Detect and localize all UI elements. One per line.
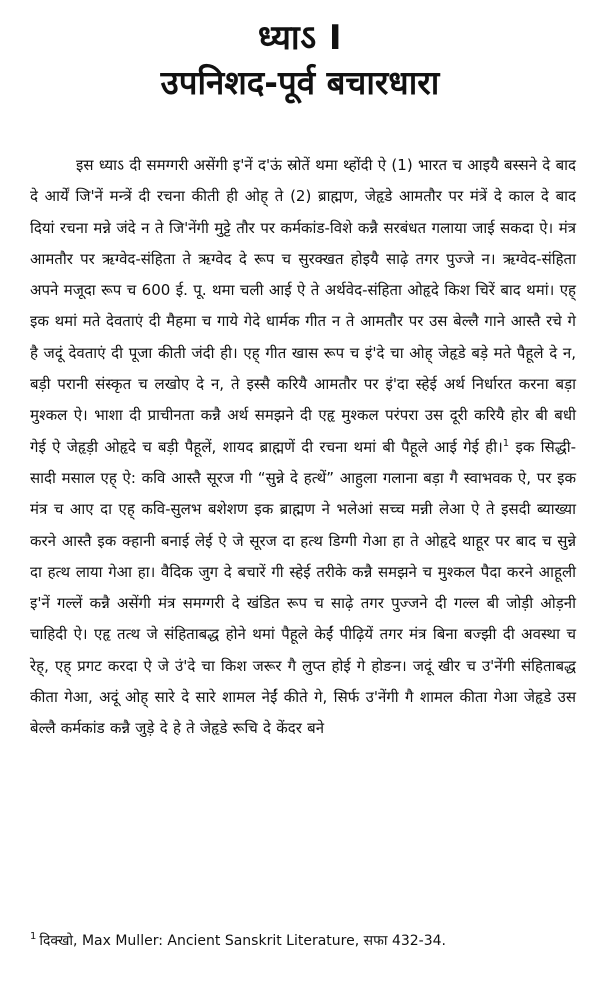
body-paragraph	[30, 150, 576, 745]
chapter-title: उपनिशद-पूर्व बचारधारा	[160, 63, 440, 102]
footnote-mark: 1	[30, 931, 37, 943]
paragraph-text-part-1: इस ध्याऽ दी समग्गरी असेंगी इ'नें द'ऊं स्रोतें थमा थ्होंदी ऐ (1) भारत च आइयै बस्सने दे बाद दे आर्यें जि'नें मन्त्रें दी रचना कीती ही ओह् ते (2) ब्राह्मण, जेहृडे आमतौर पर मंत्रें दे काल दे बाद दियां रचना मन्ने जंदे न ते जि'नेंगी मुट्टे तौर पर कर्मकांड-विशे कन्नै सरबंधत गलाया जाई सकदा ऐ। मंत्र आमतौर पर ऋग्वेद-संहिता ते ऋग्वेद दे रूप च सुरक्खत होइयै साढ़े तगर पुज्जे न। ऋग्वेद-संहिता अपने मजूदा रूप च 600 ई. पू. थमा चली आई ऐ ते अर्थवेद-संहिता ओहृदे किश चिरें बाद थमां। एह् इक थमां मते देवताएं दी मैहमा च गाये गेदे धार्मक गीत न ते आमतौर पर उस बेल्लै गाने आस्तै रचे गे है जदूं देवताएं दी पूजा कीती जंदी ही। एह् गीत खास रूप च इं'दे चा ओह् जेहृडे बड़े मते पैहूले दे न, बड़ी परानी संस्कृत च लखोए दे न, ते इस्सै करियै आमतौर पर इं'दा स्हेई अर्थ निर्धारत करना बड़ा मुश्कल ऐ। भाशा दी प्राचीनता कन्नै अर्थ समझने दी एहृ मुश्कल परंपरा उस दूरी करियै होर बी बधी गेई ऐ जेहृड़ी ओहृदे च बड़ी पैहूलें, शायद ब्राह्मणें दी रचना थमां बी पैहूले आई गेई ही।	[30, 156, 576, 456]
chapter-label: ध्याऽ I	[257, 18, 343, 58]
footnote-text: दिक्खो, Max Muller: Ancient Sanskrit Literature, सफा 432-34.	[39, 933, 446, 949]
paragraph-text-part-2: इक सिद्धी-सादी मसाल एह् ऐ: कवि आस्तै सूरज गी “सुन्ने दे हत्थें” आहुला गलाना बड़ा गै स्वाभवक ऐ, पर इक मंत्र च आए दा एह् कवि-सुलभ बशेशण इक ब्राह्मण ने भलेआं सच्च मन्नी लेआ ऐ ते इसदी ब्याख्या करने आस्तै इक क्हानी बनाई लेई ऐ जे सूरज दा हत्थ डिग्गी गेआ हा ते ओहृदे थाहूर पर बाद च सुन्ने दा हत्थ लाया गेआ हा। वैदिक जुग दे बचारें गी स्हेई तरीके कन्नै समझने च मुश्कल पैदा करने आहूली इ'नें गल्लें कन्नै असेंगी मंत्र समग्गरी दे खंडित रूप च साढ़े तगर पुज्जने दी गल्ल बी जोड़ी ओड़नी चाहिदी ऐ। एहृ तत्थ जे संहिताबद्ध होने थमां पैहूले केईं पीढ़ियें तगर मंत्र बिना बज्झी दी अवस्था च रेह्, एह् प्रगट करदा ऐ जे उं'दे चा किश जरूर गै लुप्त होई गे होङन। जदूं खीर च उ'नेंगी संहिताबद्ध कीता गेआ, अदूं ओह् सारे दे सारे शामल नेईं कीते गे, सिर्फ उ'नेंगी गै शामल कीता गेआ जेहृडे उस बेल्लै कर्मकांड कन्नै जुड़े दे हे ते जेहृडे रूचि दे केंदर बने	[30, 437, 576, 738]
footnote	[30, 930, 576, 952]
footnote-reference: 1	[502, 437, 510, 449]
